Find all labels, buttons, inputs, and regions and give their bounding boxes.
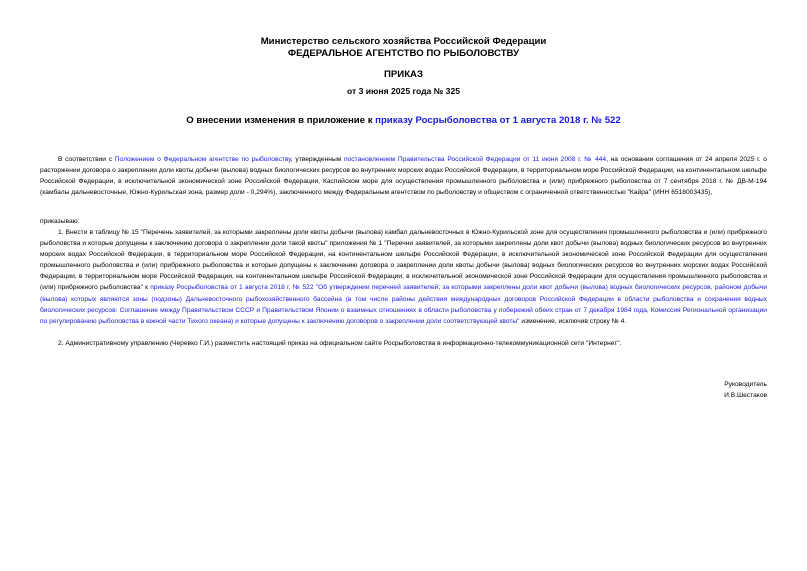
item-2-paragraph: 2. Административному управлению (Черевко Г.И.) разместить настоящий приказ на официальном сайте Росрыболовства в информационно-телекоммуникационной сети "Интернет". [58,340,622,347]
title-text: О внесении изменения в приложение к [186,115,376,126]
order-522-link[interactable]: приказу Росрыболовства от 1 августа 2018 г. № 522 "Об утверждении перечней заявителей, за которыми закреплены доли квот добычи (вылова) водных биологических ресурсов, районом добычи (вылова) которых являются зоны (подзоны) Дальневосточного рыбохозяйственного бассейна (в том числе районы действия международных договоров Российской Федерации в области рыболовства и сохранения водных биологических ресурсов: Соглашение между Правительством СССР и Правительством Японии о взаимных отношениях в области рыболовства у побережий обеих стран от 7 декабря 1984 года, Комиссия Региональной организации по регулированию рыболовства в южной части Тихого океана) и которые допущены к заключению договоров о закреплении доли соответствующей квоты" [40,284,767,325]
preamble-text-3: , на основании соглашения от 24 апреля 2025 г. о расторжении договора о закреплении доли квоты добычи (вылова) водных биологических ресурсов во внутренних морских водах Российской Федерации, в территориальном море Российской Федерации, на континентальном шельфе Российской Федерации, в исключительной экономической зоне Российской Федерации, Каспийском море для осуществления промышленного рыболовства и (или) прибрежного рыболовства от 7 сентября 2018 г. № ДВ-М-194 (камбалы дальневосточные, Южно-Курильская зона, размер доли - 0,294%), заключенного между Федеральным агентством по рыболовству и обществом с ограниченной ответственностью "Кайра" (ИНН 6518003435), [40,156,768,197]
order-word: приказываю: [40,218,80,225]
item-1-text-end: изменение, исключив строку № 4. [519,317,627,325]
signature-name: И.В.Шестаков [724,392,767,399]
document-date-number: от 3 июня 2025 года № 325 [346,86,461,96]
agency-name: ФЕДЕРАЛЬНОЕ АГЕНТСТВО ПО РЫБОЛОВСТВУ [287,48,520,59]
regulation-link[interactable]: Положением о Федеральном агентстве по рыболовству [114,156,291,163]
document-type: ПРИКАЗ [384,69,423,80]
preamble-paragraph [40,154,767,198]
preamble-text-2: , утвержденным [290,156,345,163]
preamble-text-1: В соответствии с [58,156,115,163]
government-resolution-link[interactable]: постановлением Правительства Российской Федерации от 11 июня 2008 г. № 444 [344,156,607,163]
document-title [0,115,807,127]
item-1-paragraph [40,227,767,327]
signature-position: Руководитель [724,381,767,388]
title-order-link[interactable]: приказу Росрыболовства от 1 августа 2018 г. № 522 [375,115,621,126]
item-1-text: 1. Внести в таблицу № 15 "Перечень заявителей, за которыми закреплены доли квоты добычи (вылова) камбал дальневосточных в Южно-Курильской зоне для осуществления промышленного рыболовства и (или) прибрежного рыболовства и которые допущены к заключению договора о закреплении доли такой квоты" приложения № 1 "Перечни заявителей, за которыми закреплены доли квот добычи (вылова) водных биологических ресурсов во внутренних морских водах Российской Федерации, в территориальном море Российской Федерации, на континентальном шельфе Российской Федерации, в исключительной экономической зоне Российской Федерации для осуществления промышленного рыболовства и (или) прибрежного рыболовства и которые допущены к заключению договора о закреплении доли квоты добычи (вылова) водных биологических ресурсов во внутренних морских водах Российской Федерации, в территориальном море Российской Федерации, на континентальном шельфе Российской Федерации, в исключительной экономической зоне Российской Федерации для осуществления промышленного рыболовства и (или) прибрежного рыболовства" к [40,229,767,292]
ministry-name: Министерство сельского хозяйства Российской Федерации [260,36,547,47]
